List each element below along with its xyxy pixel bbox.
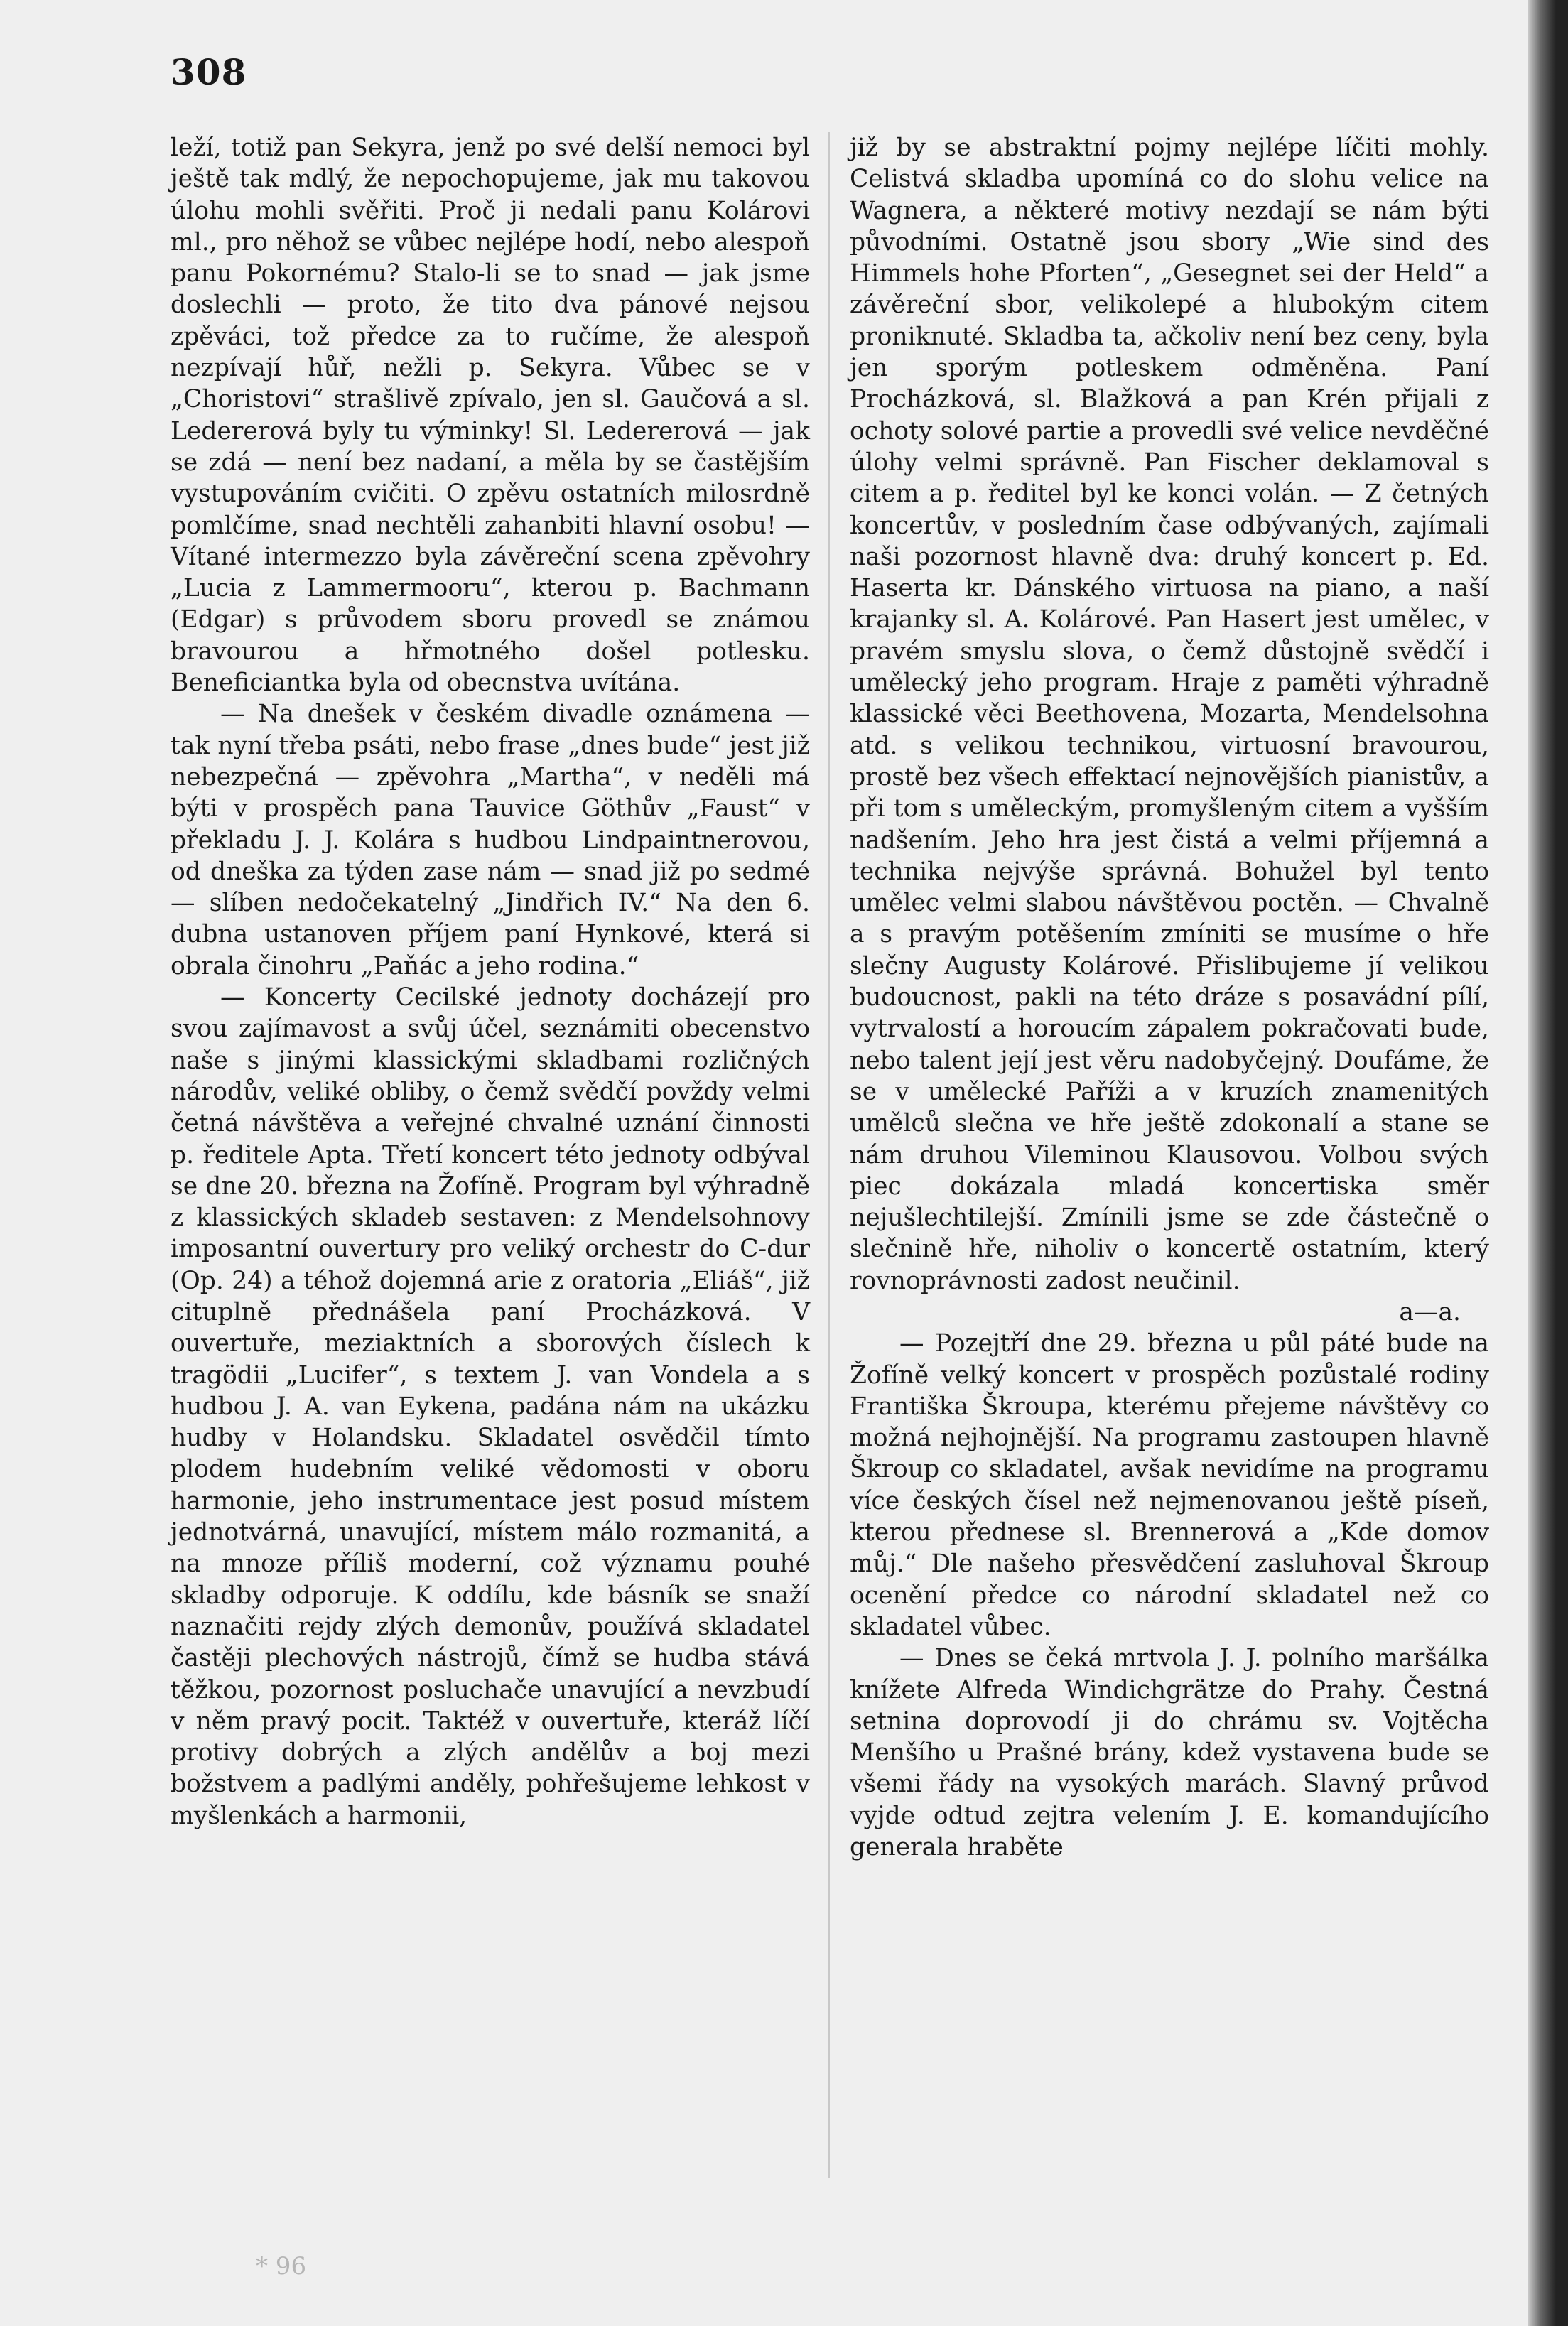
paragraph-right-3: — Dnes se čeká mrtvola J. J. polního maršálka knížete Alfreda Windichgrätze do Prahy. Čestná setnina doprovodí ji do chrámu sv. Vojtěcha Menšího u Prašné brány, kdež vystavena bude se všemi řády na vysokých marách. Slavný průvod vyjde odtud zejtra velením J. E. komandujícího generala hraběte: [850, 1644, 1489, 1862]
bleed-through-mark: * 96: [256, 2252, 307, 2281]
paragraph-right-2: — Pozejtří dne 29. března u půl páté bude na Žofíně velký koncert v prospěch pozůstalé rodiny Františka Škroupa, kterému přejeme návštěvy co možná nejhojnější. Na programu zastoupen hlavně Škroup co skladatel, avšak nevidíme na programu více českých čísel než nejmenovanou ještě píseň, kterou přednese sl. Brennerová a „Kde domov můj.“ Dle našeho přesvědčení zasluhoval Škroup ocenění předce co národní skladatel než co skladatel vůbec.: [850, 1329, 1489, 1641]
paragraph-left-2: — Na dnešek v českém divadle oznámena — tak nyní třeba psáti, nebo frase „dnes bude“ jest již nebezpečná — zpěvohra „Martha“, v neděli má býti v prospěch pana Tauvice Göthův „Faust“ v překladu J. J. Kolára s hudbou Lindpaintnerovou, od dneška za týden zase nám — snad již po sedmé — slíben nedočekatelný „Jindřich IV.“ Na den 6. dubna ustanoven příjem paní Hynkové, která si obrala činohru „Paňác a jeho rodina.“: [171, 700, 810, 980]
right-column: [850, 132, 1489, 1863]
paragraph-left-1: leží, totiž pan Sekyra, jenž po své delší nemoci byl ještě tak mdlý, že nepochopujeme, jak mu takovou úlohu mohli svěřiti. Proč ji nedali panu Kolárovi ml., pro něhož se vůbec nejlépe hodí, nebo alespoň panu Pokornému? Stalo-li se to snad — jak jsme doslechli — proto, že tito dva pánové nejsou zpěváci, tož předce za to ručíme, že alespoň nezpívají hůř, nežli p. Sekyra. Vůbec se v „Choristovi“ strašlivě zpívalo, jen sl. Gaučová a sl. Ledererová byly tu výminky! Sl. Ledererová — jak se zdá — není bez nadaní, a měla by se častějším vystupováním cvičiti. O zpěvu ostatních milosrdně pomlčíme, snad nechtěli zahanbiti hlavní osobu! — Vítané intermezzo byla závěreční scena zpěvohry „Lucia z Lammermooru“, kterou p. Bachmann (Edgar) s průvodem sboru provedl se známou bravourou a hřmotného došel potlesku. Beneficiantka byla od obecnstva uvítána.: [171, 134, 810, 698]
left-column: [171, 132, 810, 1832]
paragraph-right-1: již by se abstraktní pojmy nejlépe líčiti mohly. Celistvá skladba upomíná co do slohu velice na Wagnera, a některé motivy nezdají se nám býti původními. Ostatně jsou sbory „Wie sind des Himmels hohe Pforten“, „Gesegnet sei der Held“ a závěreční sbor, velikolepé a hlubokým citem proniknuté. Skladba ta, ačkoliv není bez ceny, byla jen sporým potleskem odměněna. Paní Procházková, sl. Blažková a pan Krén přijali z ochoty solové partie a provedli své velice nevděčné úlohy velmi správně. Pan Fischer deklamoval s citem a p. ředitel byl ke konci volán. — Z četných koncertův, v posledním čase odbývaných, zajímali naši pozornost hlavně dva: druhý koncert p. Ed. Haserta kr. Dánského virtuosa na piano, a naší krajanky sl. A. Kolárové. Pan Hasert jest umělec, v pravém smyslu slova, o čemž důstojně svědčí i umělecký jeho program. Hraje z paměti výhradně klassické věci Beethovena, Mozarta, Mendelsohna atd. s velikou technikou, virtuosní bravourou, prostě bez všech effektací nejnovějších pianistův, a při tom s uměleckým, promyšleným citem a vyšším nadšením. Jeho hra jest čistá a velmi příjemná a technika nejvýše správná. Bohužel byl tento umělec velmi slabou návštěvou poctěn. — Chvalně a s pravým potěšením zmíniti se musíme o hře slečny Augusty Kolárové. Přislibujeme jí velikou budoucnost, pakli na této dráze s posavádní pílí, vytrvalostí a horoucím zápalem pokračovati bude, nebo talent její jest věru nadobyčejný. Doufáme, že se v umělecké Paříži a v kruzích znamenitých umělců slečna ve hře ještě zdokonalí a stane se nám druhou Vileminou Klausovou. Volbou svých piec dokázala mladá koncertiska směr nejušlechtilejší. Zmínili jsme se zde částečně o slečnině hře, niholiv o koncertě ostatním, který rovnoprávnosti zadost neučinil.: [850, 134, 1489, 1295]
scan-edge-shadow: [1528, 0, 1568, 2326]
author-signature: a—a.: [1399, 1297, 1461, 1326]
column-divider: [828, 132, 830, 2178]
paragraph-left-3: — Koncerty Cecilské jednoty docházejí pro svou zajímavost a svůj účel, seznámiti obecenstvo naše s jinými klassickými skladbami rozličných národův, veliké obliby, o čemž svědčí povždy velmi četná návštěva a veřejné chvalné uznání činnosti p. ředitele Apta. Třetí koncert této jednoty odbýval se dne 20. března na Žofíně. Program byl výhradně z klassických skladeb sestaven: z Mendelsohnovy imposantní ouvertury pro veliký orchestr do C-dur (Op. 24) a téhož dojemná arie z oratoria „Eliáš“, již cituplně přednášela paní Procházková. V ouvertuře, meziaktních a sborových číslech k tragödii „Lucifer“, s textem J. van Vondela a s hudbou J. A. van Eykena, padána nám na ukázku hudby v Holandsku. Skladatel osvědčil tímto plodem hudebním veliké vědomosti v oboru harmonie, jeho instrumentace jest posud místem jednotvárná, unavující, místem málo rozmanitá, a na mnoze příliš moderní, což významu pouhé skladby odporuje. K oddílu, kde básník se snaží naznačiti rejdy zlých demonův, používá skladatel častěji plechových nástrojů, čímž se hudba stává těžkou, pozornost posluchače unavující a nevzbudí v něm pravý pocit. Taktéž v ouvertuře, kteráž líčí protivy dobrých a zlých andělův a boj mezi božstvem a padlými anděly, pohřešujeme lehkost v myšlenkách a harmonii,: [171, 983, 810, 1830]
page-number: 308: [171, 51, 247, 93]
